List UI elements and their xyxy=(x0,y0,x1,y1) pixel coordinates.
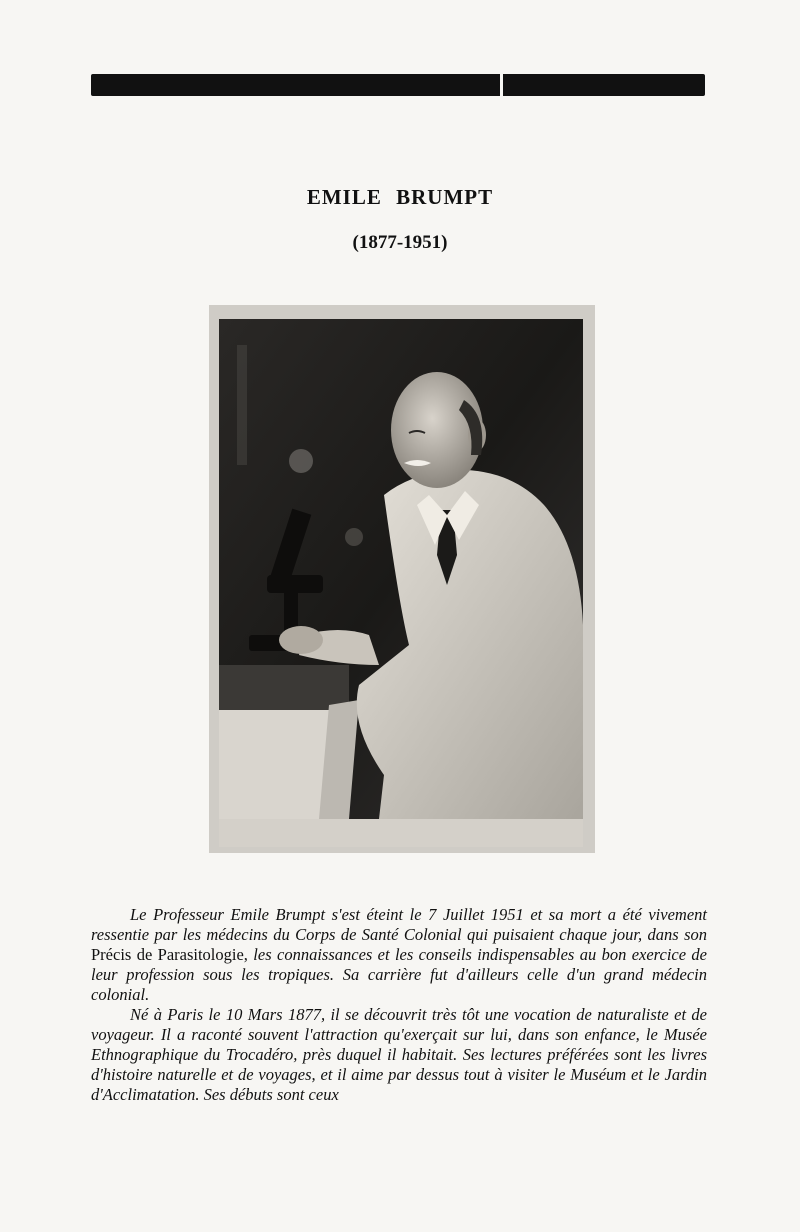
book-title: Précis de Parasitologie, xyxy=(91,945,248,964)
article-body xyxy=(91,905,707,1105)
paragraph-1 xyxy=(91,905,707,1005)
paragraph-2: Né à Paris le 10 Mars 1877, il se découvrit très tôt une vocation de naturaliste et de voyageur. Il a raconté souvent l'attraction qu'exerçait sur lui, dans son enfance, le Musée Ethnographique du Trocadéro, près duquel il habitait. Ses lectures préférées sont les livres d'histoire naturelle et de voyages, et il aime par dessus tout à visiter le Muséum et le Jardin d'Acclimatation. Ses débuts sont ceux xyxy=(91,1005,707,1104)
portrait-photo xyxy=(209,305,595,853)
page-title: EMILE BRUMPT xyxy=(306,185,494,209)
top-rule-notch xyxy=(500,74,503,96)
paragraph-1-part-a: Le Professeur Emile Brumpt s'est éteint le 7 Juillet 1951 et sa mort a été vivement ressentie par les médecins du Corps de Santé Colonial qui puisaient chaque jour, dans son xyxy=(91,905,707,944)
top-rule xyxy=(91,74,705,96)
paragraph-1-part-b: les connaissances et les conseils indispensables au bon exercice de leur profession sous les tropiques. Sa carrière fut d'ailleurs celle d'un grand médecin colonial. xyxy=(91,945,707,1004)
portrait-image xyxy=(209,305,595,853)
page-dates: (1877-1951) xyxy=(352,232,448,253)
